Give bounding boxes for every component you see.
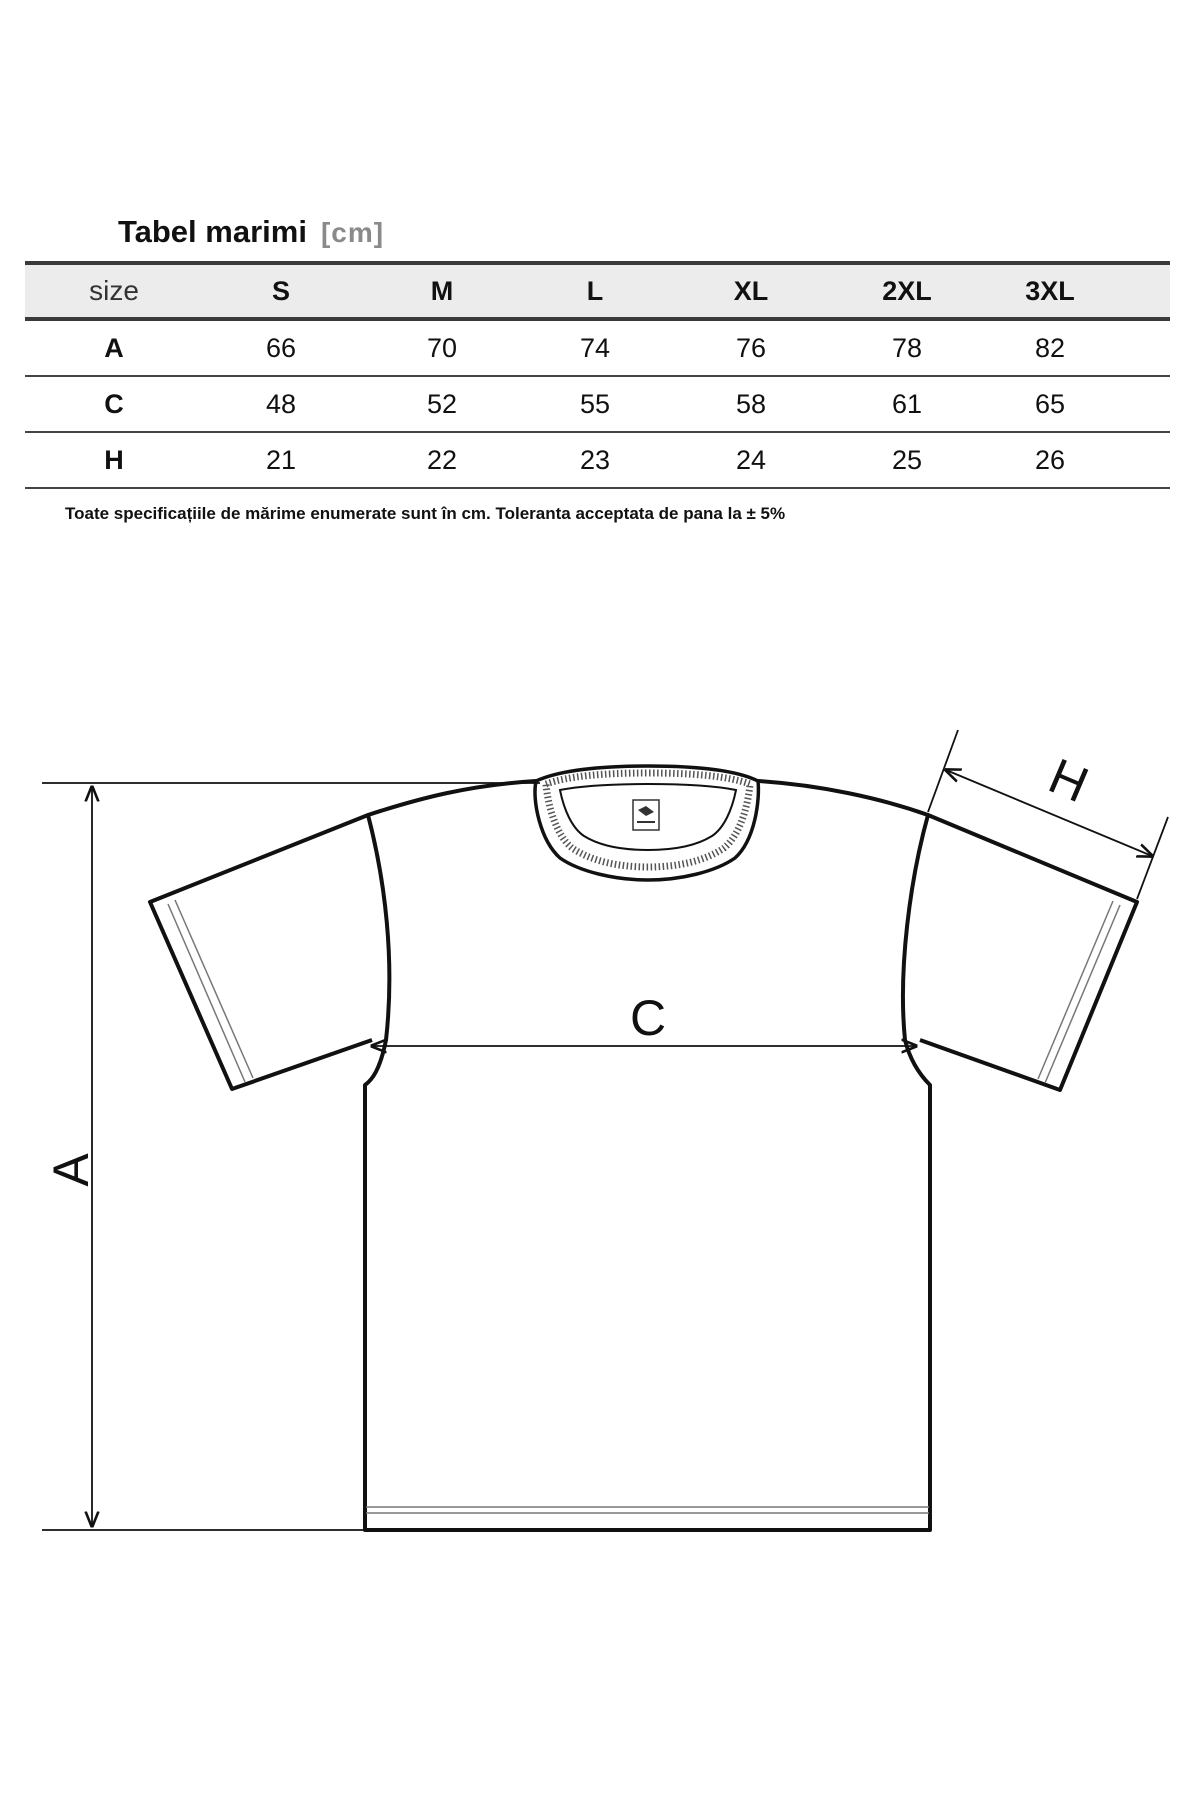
tshirt-outline xyxy=(150,781,1137,1530)
table-cell: 76 xyxy=(735,332,767,363)
table-cell: 52 xyxy=(426,388,458,419)
table-cell: 74 xyxy=(579,332,611,363)
table-cell: 25 xyxy=(891,444,923,475)
sleeve-dimension xyxy=(928,730,1168,899)
table-row-h xyxy=(25,433,1170,489)
row-label: A xyxy=(104,332,124,363)
length-label: A xyxy=(43,1153,99,1187)
header-size-2xl: 2XL xyxy=(882,275,932,306)
table-cell: 78 xyxy=(891,332,923,363)
header-size-m: M xyxy=(430,275,454,306)
header-size-3xl: 3XL xyxy=(1025,275,1075,306)
row-label: H xyxy=(104,444,124,475)
sleeve-label: H xyxy=(1041,747,1097,814)
table-cell: 82 xyxy=(1034,332,1066,363)
tolerance-note: Toate specificațiile de mărime enumerate sunt în cm. Toleranta acceptata de pana la ± 5% xyxy=(65,504,786,523)
table-row-c xyxy=(25,377,1170,433)
table-cell: 58 xyxy=(735,388,767,419)
table-cell: 24 xyxy=(735,444,767,475)
brand-label-icon xyxy=(633,800,659,830)
tshirt-measurement-diagram xyxy=(0,700,1200,1600)
table-cell: 66 xyxy=(265,332,297,363)
table-cell: 55 xyxy=(579,388,611,419)
table-cell: 21 xyxy=(265,444,297,475)
title-unit: [cm] xyxy=(320,217,385,248)
bottom-hem-stitching xyxy=(366,1507,929,1513)
header-size-l: L xyxy=(586,275,604,306)
title-text: Tabel marimi xyxy=(118,214,307,249)
chest-label: C xyxy=(629,990,667,1046)
row-label: C xyxy=(104,388,124,419)
table-cell: 65 xyxy=(1034,388,1066,419)
size-chart-title xyxy=(118,214,384,250)
table-cell: 22 xyxy=(426,444,458,475)
length-dimension xyxy=(42,783,540,1530)
table-cell: 26 xyxy=(1034,444,1066,475)
table-cell: 70 xyxy=(426,332,458,363)
header-size-s: S xyxy=(271,275,291,306)
header-size-label: size xyxy=(89,275,139,306)
table-row-a xyxy=(25,321,1170,377)
table-header-row xyxy=(25,261,1170,321)
header-size-xl: XL xyxy=(733,275,769,306)
size-table xyxy=(25,261,1170,489)
table-cell: 48 xyxy=(265,388,297,419)
table-cell: 23 xyxy=(579,444,611,475)
table-cell: 61 xyxy=(891,388,923,419)
